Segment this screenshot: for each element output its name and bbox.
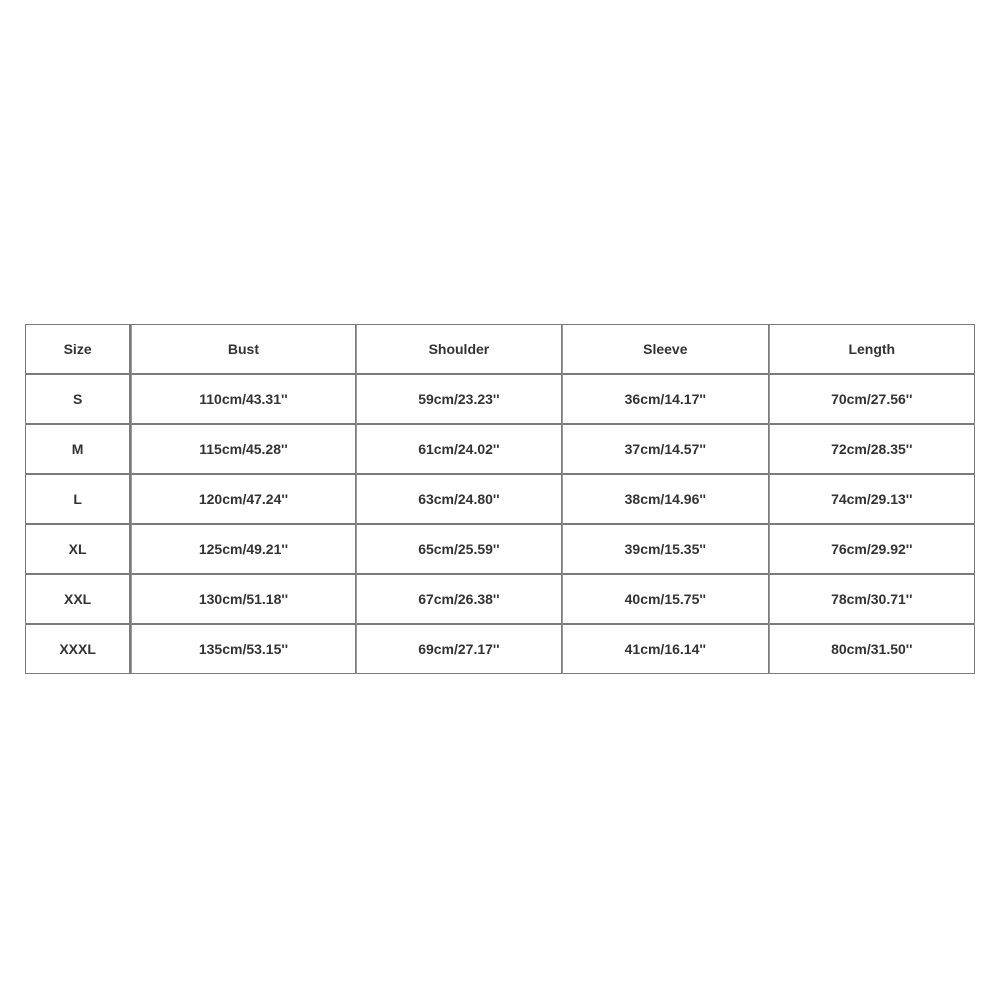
- table-row: [26, 375, 975, 425]
- cell-bust: 135cm/53.15'': [131, 625, 355, 674]
- cell-size: XXXL: [26, 625, 131, 674]
- cell-shoulder: 63cm/24.80'': [356, 475, 562, 525]
- size-chart-table: [25, 324, 975, 674]
- cell-sleeve: 39cm/15.35'': [562, 525, 768, 575]
- cell-bust: 130cm/51.18'': [131, 575, 355, 625]
- cell-size: XXL: [26, 575, 131, 625]
- table-row: [26, 625, 975, 674]
- header-sleeve: Sleeve: [562, 325, 768, 375]
- cell-sleeve: 36cm/14.17'': [562, 375, 768, 425]
- header-size: Size: [26, 325, 131, 375]
- table-row: [26, 525, 975, 575]
- cell-length: 72cm/28.35'': [769, 425, 975, 475]
- cell-length: 80cm/31.50'': [769, 625, 975, 674]
- cell-bust: 120cm/47.24'': [131, 475, 355, 525]
- cell-sleeve: 40cm/15.75'': [562, 575, 768, 625]
- cell-sleeve: 41cm/16.14'': [562, 625, 768, 674]
- header-bust: Bust: [131, 325, 355, 375]
- cell-sleeve: 38cm/14.96'': [562, 475, 768, 525]
- cell-size: XL: [26, 525, 131, 575]
- cell-shoulder: 69cm/27.17'': [356, 625, 562, 674]
- cell-length: 76cm/29.92'': [769, 525, 975, 575]
- cell-shoulder: 67cm/26.38'': [356, 575, 562, 625]
- cell-bust: 125cm/49.21'': [131, 525, 355, 575]
- cell-shoulder: 61cm/24.02'': [356, 425, 562, 475]
- header-row: [26, 325, 975, 375]
- cell-sleeve: 37cm/14.57'': [562, 425, 768, 475]
- cell-length: 70cm/27.56'': [769, 375, 975, 425]
- cell-size: S: [26, 375, 131, 425]
- cell-shoulder: 65cm/25.59'': [356, 525, 562, 575]
- table-row: [26, 475, 975, 525]
- table-row: [26, 425, 975, 475]
- header-shoulder: Shoulder: [356, 325, 562, 375]
- cell-bust: 115cm/45.28'': [131, 425, 355, 475]
- header-length: Length: [769, 325, 975, 375]
- cell-size: L: [26, 475, 131, 525]
- cell-shoulder: 59cm/23.23'': [356, 375, 562, 425]
- cell-bust: 110cm/43.31'': [131, 375, 355, 425]
- cell-size: M: [26, 425, 131, 475]
- cell-length: 74cm/29.13'': [769, 475, 975, 525]
- cell-length: 78cm/30.71'': [769, 575, 975, 625]
- table-row: [26, 575, 975, 625]
